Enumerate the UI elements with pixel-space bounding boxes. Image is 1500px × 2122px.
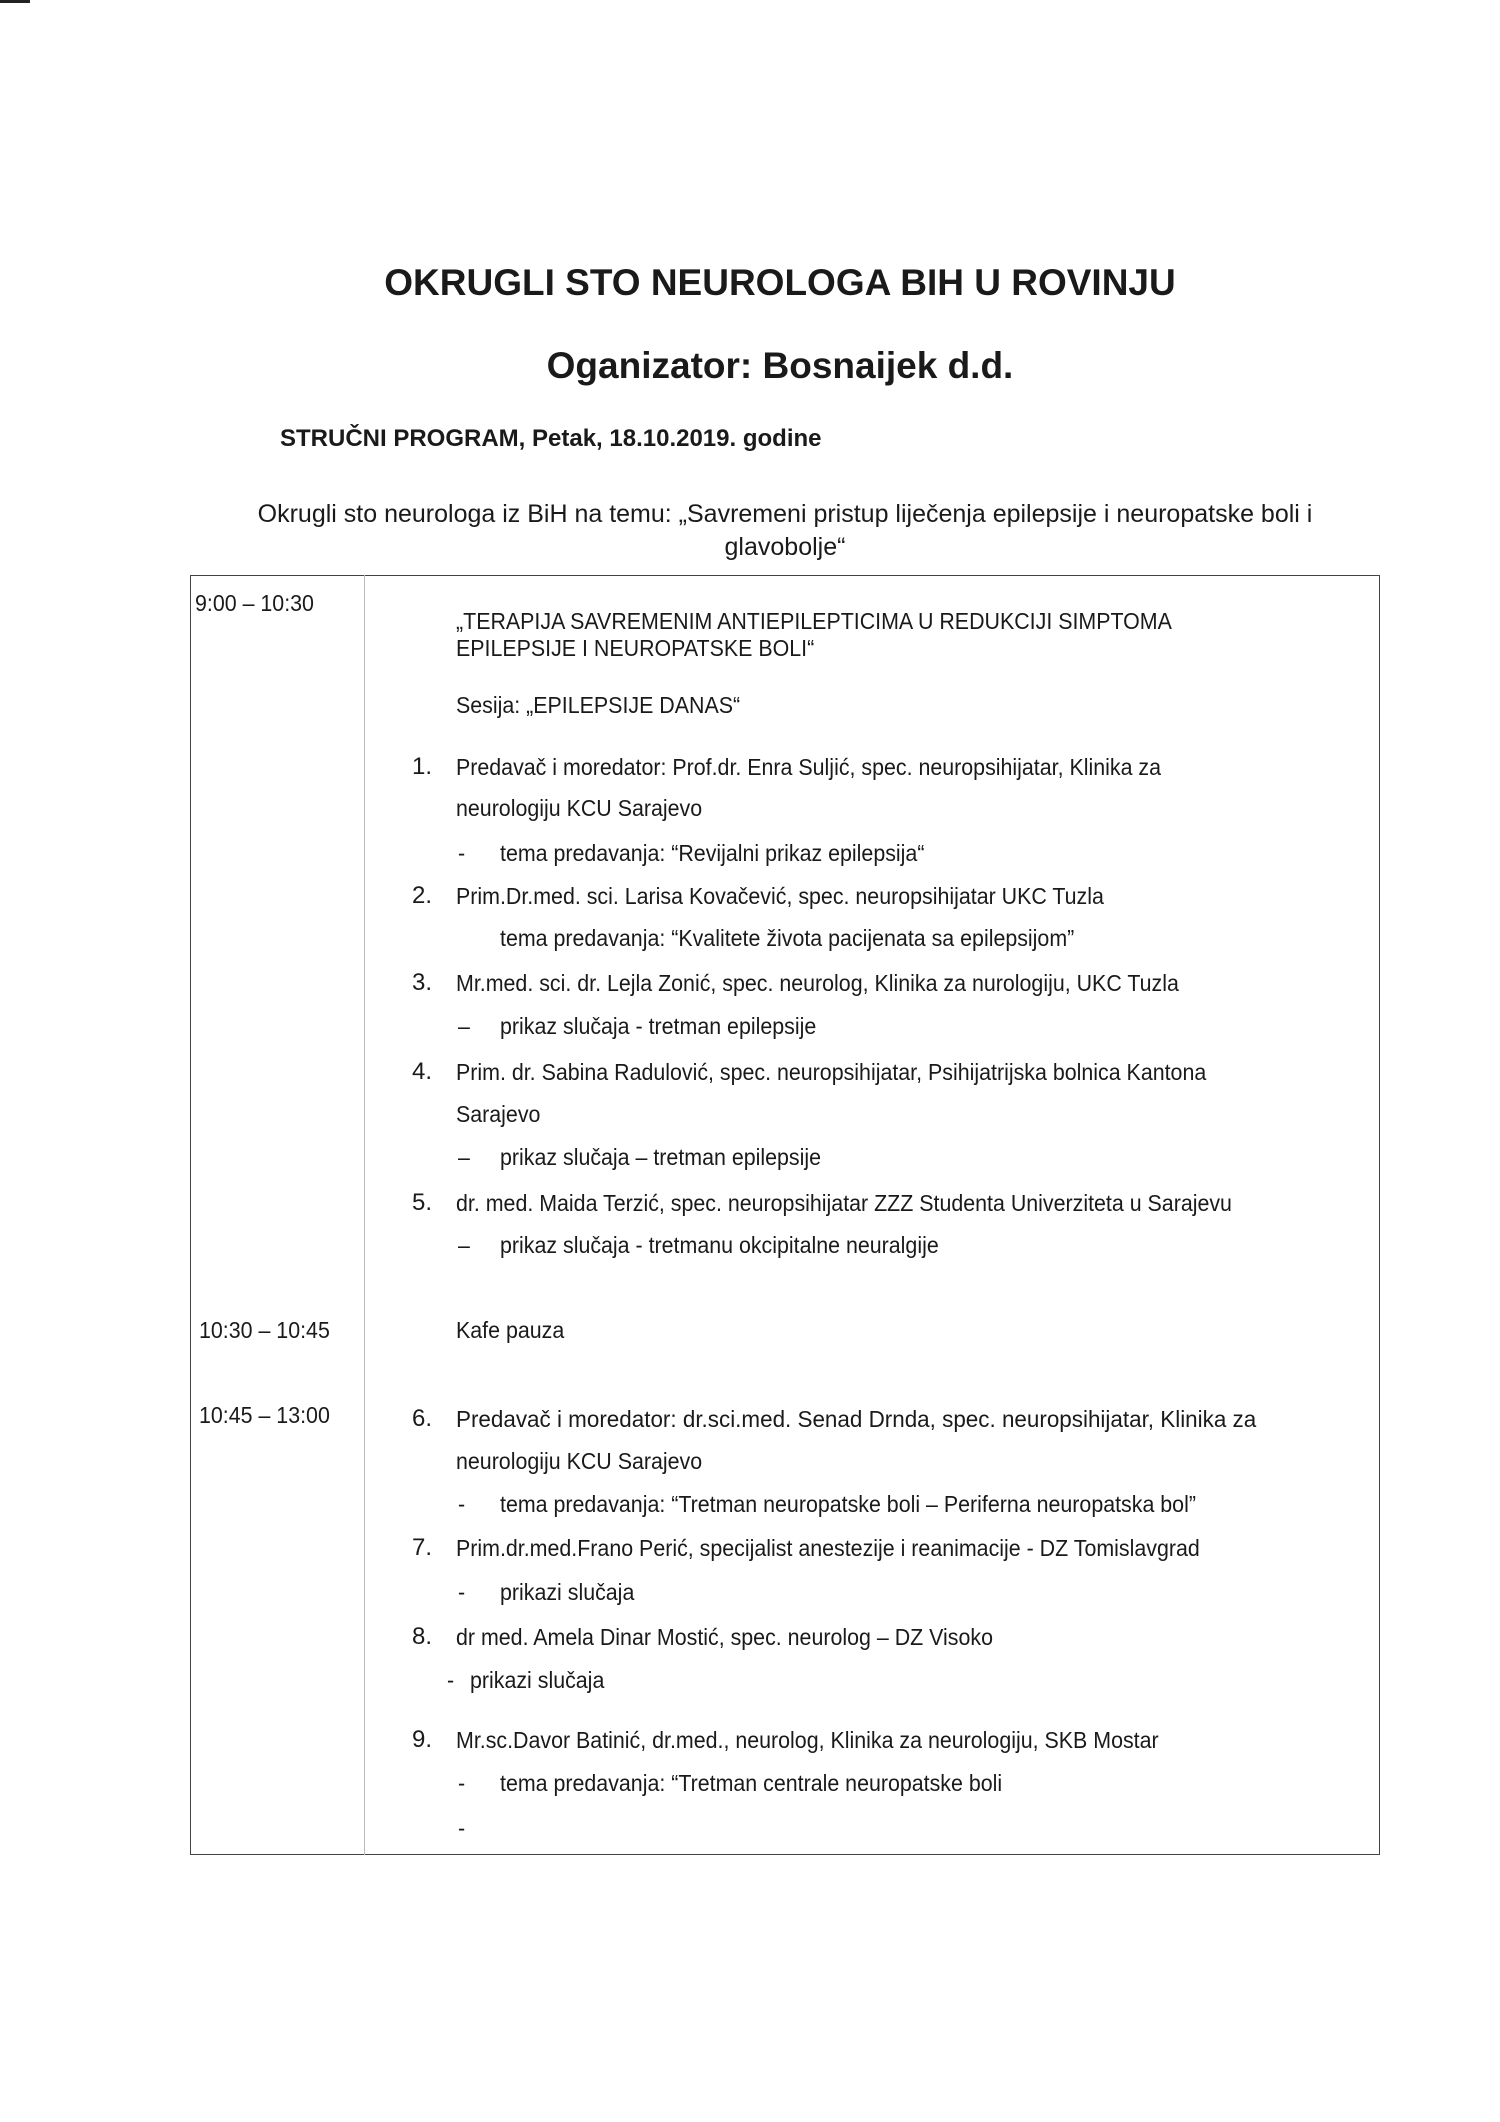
session-heading: EPILEPSIJE I NEUROPATSKE BOLI“ (456, 635, 815, 661)
program-date: STRUČNI PROGRAM, Petak, 18.10.2019. godine (280, 425, 822, 452)
bullet: - (458, 1491, 466, 1517)
intro-line-2: glavobolje“ (724, 533, 846, 561)
item-number: 1. (411, 753, 432, 780)
topic: prikaz slučaja - tretman epilepsije (500, 1013, 817, 1039)
intro-line-1: Okrugli sto neurologa iz BiH na temu: „Savremeni pristup liječenja epilepsije i neuropatske boli i (257, 500, 1313, 528)
bullet: - (447, 1667, 455, 1693)
speaker: Prim. dr. Sabina Radulović, spec. neuropsihijatar, Psihijatrijska bolnica Kantona (456, 1059, 1207, 1085)
session-heading: „TERAPIJA SAVREMENIM ANTIEPILEPTICIMA U REDUKCIJI SIMPTOMA (456, 608, 1172, 634)
topic: tema predavanja: “Tretman neuropatske boli – Periferna neuropatska bol” (500, 1491, 1196, 1517)
bullet: - (458, 1815, 466, 1841)
bullet: – (458, 1144, 470, 1170)
topic: tema predavanja: “Kvalitete života pacijenata sa epilepsijom” (500, 925, 1075, 951)
scan-edge-mark (0, 0, 30, 3)
speaker: dr. med. Maida Terzić, spec. neuropsihijatar ZZZ Studenta Univerziteta u Sarajevu (456, 1190, 1232, 1216)
speaker: Prim.dr.med.Frano Perić, specijalist anestezije i reanimacije - DZ Tomislavgrad (456, 1535, 1200, 1561)
session-time: 10:45 – 13:00 (199, 1402, 330, 1428)
item-number: 9. (411, 1726, 432, 1753)
session-time: 9:00 – 10:30 (195, 590, 314, 616)
break-label: Kafe pauza (456, 1317, 565, 1343)
speaker: Mr.med. sci. dr. Lejla Zonić, spec. neurolog, Klinika za nurologiju, UKC Tuzla (456, 970, 1179, 996)
speaker-cont: neurologiju KCU Sarajevo (456, 795, 703, 821)
bullet: – (458, 1013, 470, 1039)
topic: tema predavanja: “Revijalni prikaz epilepsija“ (500, 840, 925, 866)
speaker-cont: Sarajevo (456, 1101, 541, 1127)
item-number: 4. (411, 1058, 432, 1085)
bullet: - (458, 1579, 466, 1605)
session-name: Sesija: „EPILEPSIJE DANAS“ (456, 692, 741, 718)
speaker: Predavač i moredator: Prof.dr. Enra Suljić, spec. neuropsihijatar, Klinika za (456, 754, 1162, 780)
topic: tema predavanja: “Tretman centrale neuropatske boli (500, 1770, 1003, 1796)
topic: prikaz slučaja – tretman epilepsije (500, 1144, 822, 1170)
break-time: 10:30 – 10:45 (199, 1317, 330, 1343)
item-number: 5. (411, 1189, 432, 1216)
speaker: Prim.Dr.med. sci. Larisa Kovačević, spec. neuropsihijatar UKC Tuzla (456, 883, 1104, 909)
speaker: Mr.sc.Davor Batinić, dr.med., neurolog, Klinika za neurologiju, SKB Mostar (456, 1727, 1159, 1753)
item-number: 6. (411, 1405, 432, 1432)
bullet: – (458, 1232, 470, 1258)
topic: prikazi slučaja (470, 1667, 605, 1693)
speaker: dr med. Amela Dinar Mostić, spec. neurolog – DZ Visoko (456, 1624, 993, 1650)
bullet: - (458, 1770, 466, 1796)
item-number: 2. (411, 882, 432, 909)
item-number: 3. (411, 969, 432, 996)
organizer: Oganizator: Bosnaijek d.d. (546, 345, 1014, 386)
document-title: OKRUGLI STO NEUROLOGA BIH U ROVINJU (384, 262, 1176, 303)
item-number: 8. (411, 1623, 432, 1650)
topic: prikazi slučaja (500, 1579, 635, 1605)
speaker-cont: neurologiju KCU Sarajevo (456, 1448, 703, 1474)
item-number: 7. (411, 1534, 432, 1561)
topic: prikaz slučaja - tretmanu okcipitalne neuralgije (500, 1232, 939, 1258)
bullet: - (458, 840, 466, 866)
column-divider (364, 575, 365, 1855)
speaker: Predavač i moredator: dr.sci.med. Senad Drnda, spec. neuropsihijatar, Klinika za (456, 1406, 1257, 1432)
